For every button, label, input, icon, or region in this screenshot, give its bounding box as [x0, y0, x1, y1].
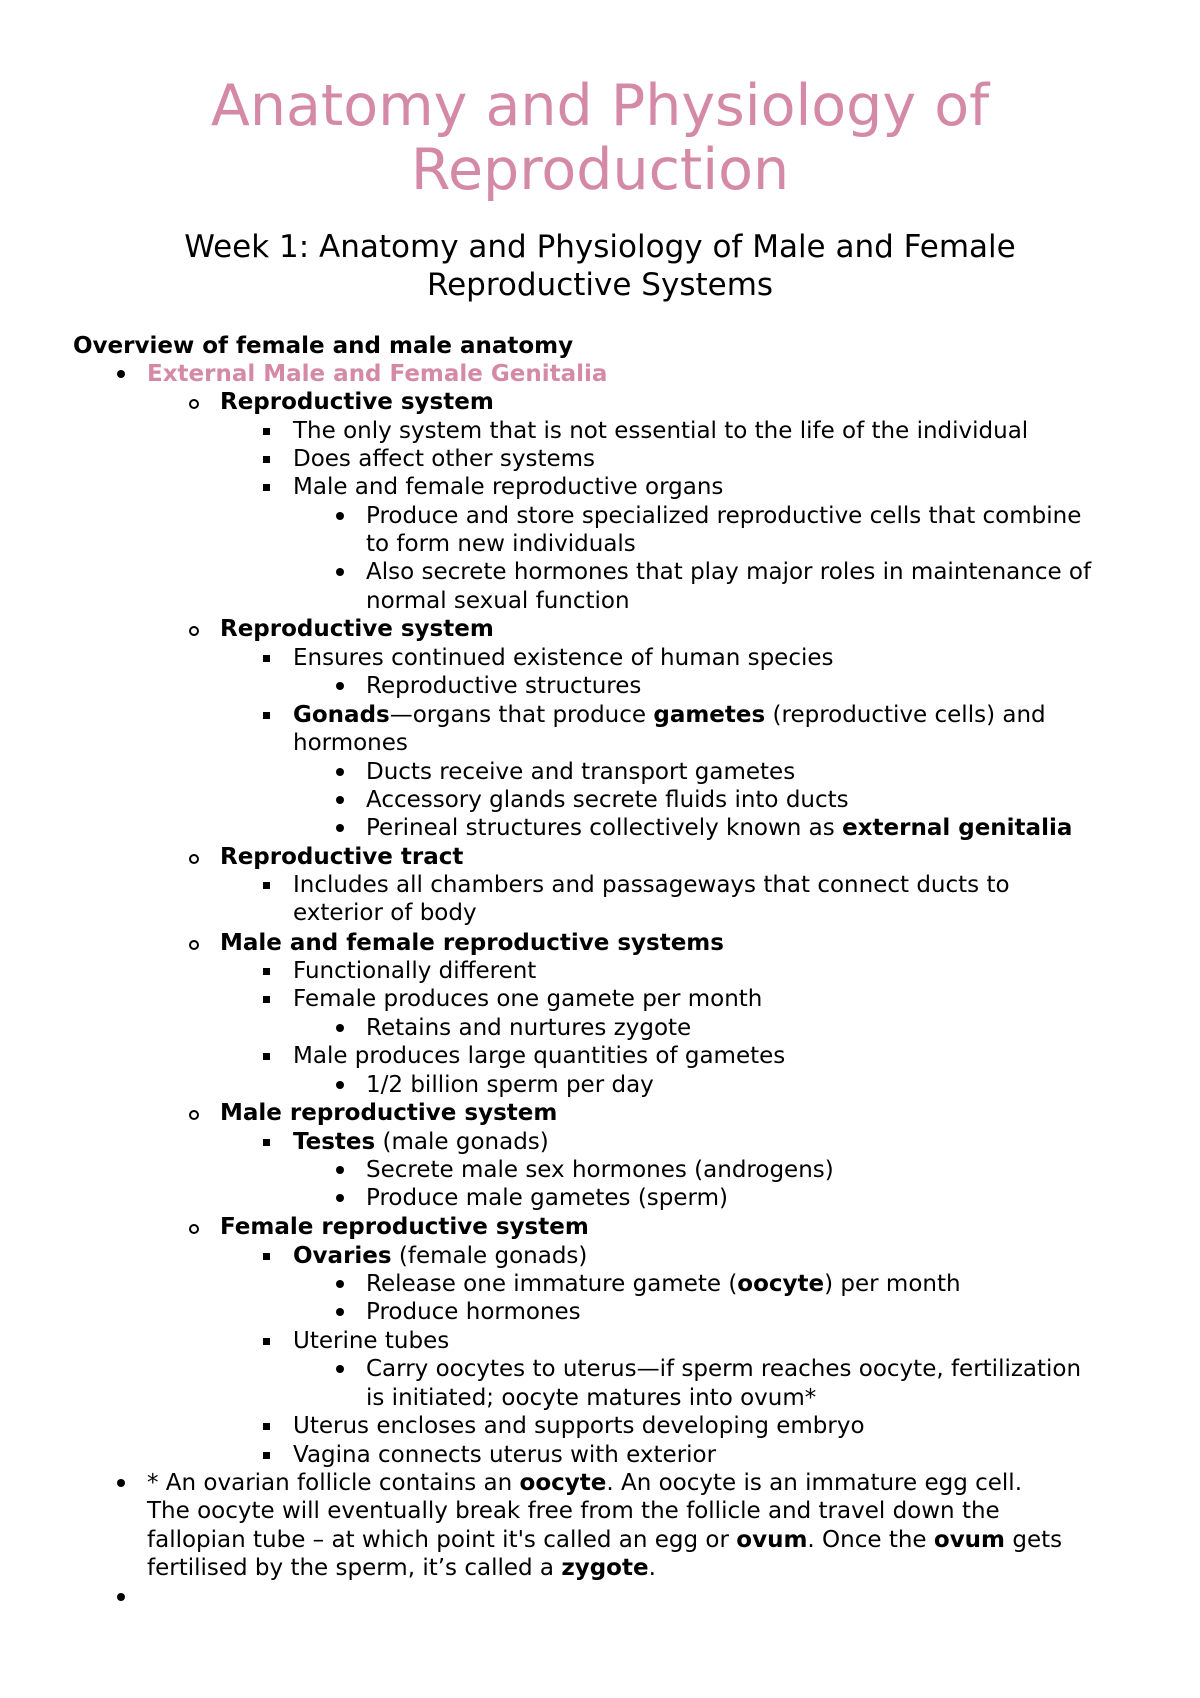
list-item-label: Includes all chambers and passageways that connect ducts to [293, 872, 1010, 898]
list-item-label: Produce male gametes (sperm) [366, 1185, 728, 1211]
term-zygote: zygote [561, 1555, 649, 1581]
document-subtitle [0, 228, 1200, 304]
document-title [0, 74, 1200, 202]
term-oocyte: oocyte [737, 1271, 825, 1297]
section-heading-label: Male and female reproductive systems [220, 930, 724, 956]
text-run: Perineal structures collectively known as [366, 815, 843, 841]
list-item-label: Functionally different [293, 958, 537, 984]
list-item [366, 758, 795, 786]
section-heading-male-and-female [220, 929, 724, 957]
list-item [366, 1184, 728, 1212]
text-run: —organs that produce [389, 702, 654, 728]
list-item-label: 1/2 billion sperm per day [366, 1072, 654, 1098]
list-item [366, 558, 1091, 586]
list-item-label: Uterus encloses and supports developing embryo [293, 1413, 865, 1439]
list-item [293, 1327, 449, 1355]
title-line-1: Anatomy and Physiology of [210, 73, 990, 139]
footnote-line-4 [147, 1554, 656, 1582]
list-item-label: Male produces large quantities of gametes [293, 1043, 786, 1069]
text-run: fallopian tube – at which point it's called an egg or [147, 1527, 737, 1553]
list-item [293, 417, 1028, 445]
list-item-continuation: to form new individuals [366, 531, 636, 557]
list-item [293, 445, 595, 473]
section-heading-female-reproductive-system [220, 1213, 589, 1241]
list-item-continuation: is initiated; oocyte matures into ovum* [366, 1385, 817, 1411]
text-run: fertilised by the sperm, it’s called a [147, 1555, 562, 1581]
list-item-label: Accessory glands secrete fluids into ducts [366, 787, 849, 813]
list-item [293, 1412, 865, 1440]
list-item [293, 985, 762, 1013]
list-item [293, 644, 834, 672]
section-heading-label: Male reproductive system [220, 1100, 558, 1126]
empty-list-item [147, 1583, 167, 1611]
list-item-label: Also secrete hormones that play major roles in maintenance of [366, 559, 1092, 585]
title-line-2: Reproduction [410, 137, 790, 203]
term-oocyte: oocyte [519, 1470, 607, 1496]
footnote-line-1 [147, 1469, 1022, 1497]
list-item-external-genitalia [147, 360, 607, 388]
list-item-continuation: hormones [293, 730, 408, 756]
text-run: gets [1005, 1527, 1063, 1553]
list-item-label: Does affect other systems [293, 446, 596, 472]
list-item-label: Secrete male sex hormones (androgens) [366, 1157, 834, 1183]
term-gametes: gametes [653, 702, 766, 728]
text-run: * An ovarian follicle contains an [147, 1470, 520, 1496]
text-run: Release one immature gamete ( [366, 1271, 738, 1297]
list-item [366, 814, 1072, 842]
text-run: . [648, 1555, 656, 1581]
section-heading-label: Reproductive system [220, 616, 494, 642]
list-item-label: Female produces one gamete per month [293, 986, 763, 1012]
term-ovaries: Ovaries [293, 1243, 392, 1269]
subtitle-line-1: Week 1: Anatomy and Physiology of Male and Female [184, 229, 1016, 265]
text-run: . Once the [807, 1527, 934, 1553]
term-ovum: ovum [933, 1527, 1006, 1553]
list-item [293, 957, 536, 985]
section-heading-reproductive-tract [220, 843, 463, 871]
section-heading-label: Female reproductive system [220, 1214, 589, 1240]
list-item-continuation: normal sexual function [366, 588, 630, 614]
term-testes: Testes [293, 1129, 376, 1155]
term-ovum: ovum [736, 1527, 808, 1553]
overview-heading: Overview of female and male anatomy [73, 333, 574, 359]
section-heading-reproductive-system-1 [220, 388, 494, 416]
section-heading-label: Reproductive tract [220, 844, 464, 870]
term-external-genitalia: external genitalia [842, 815, 1073, 841]
list-item-label: Produce hormones [366, 1299, 581, 1325]
list-item-label: External Male and Female Genitalia [147, 361, 608, 387]
footnote-line-3 [147, 1526, 1062, 1554]
list-item [366, 1156, 834, 1184]
list-item [293, 473, 723, 501]
list-item-label: Reproductive structures [366, 673, 642, 699]
list-item-label: Uterine tubes [293, 1328, 450, 1354]
text-run: (female gonads) [391, 1243, 588, 1269]
list-item-gonads [293, 701, 1046, 729]
list-item-testes [293, 1128, 549, 1156]
list-item-label: Carry oocytes to uterus—if sperm reaches oocyte, fertilization [366, 1356, 1082, 1382]
list-item [366, 1071, 654, 1099]
list-item-label: Ensures continued existence of human species [293, 645, 834, 671]
section-heading-label: Reproductive system [220, 389, 494, 415]
subtitle-line-2: Reproductive Systems [426, 267, 774, 303]
list-item-label: Retains and nurtures zygote [366, 1015, 692, 1041]
list-item [366, 672, 641, 700]
list-item-label: Produce and store specialized reproductive cells that combine [366, 503, 1082, 529]
list-item [366, 1270, 961, 1298]
section-heading-male-reproductive-system [220, 1099, 557, 1127]
list-item [293, 871, 1010, 899]
list-item-continuation: exterior of body [293, 900, 477, 926]
list-item-label: Vagina connects uterus with exterior [293, 1442, 717, 1468]
list-item [366, 1298, 581, 1326]
term-gonads: Gonads [293, 702, 390, 728]
list-item-ovaries [293, 1242, 587, 1270]
list-item [366, 1355, 1081, 1383]
text-run: . An oocyte is an immature egg cell. [606, 1470, 1022, 1496]
list-item-label: Ducts receive and transport gametes [366, 759, 796, 785]
text-run: (male gonads) [375, 1129, 549, 1155]
section-heading-reproductive-system-2 [220, 615, 494, 643]
list-item-label: The only system that is not essential to the life of the individual [293, 418, 1029, 444]
list-item [366, 786, 849, 814]
text-run: (reproductive cells) and [765, 702, 1046, 728]
list-item [366, 1014, 691, 1042]
list-item-label: Male and female reproductive organs [293, 474, 724, 500]
list-item [293, 1042, 785, 1070]
text-run: ) per month [824, 1271, 961, 1297]
footnote-line-2: The oocyte will eventually break free from the follicle and travel down the [147, 1498, 1000, 1524]
list-item [366, 502, 1081, 530]
list-item [293, 1441, 716, 1469]
